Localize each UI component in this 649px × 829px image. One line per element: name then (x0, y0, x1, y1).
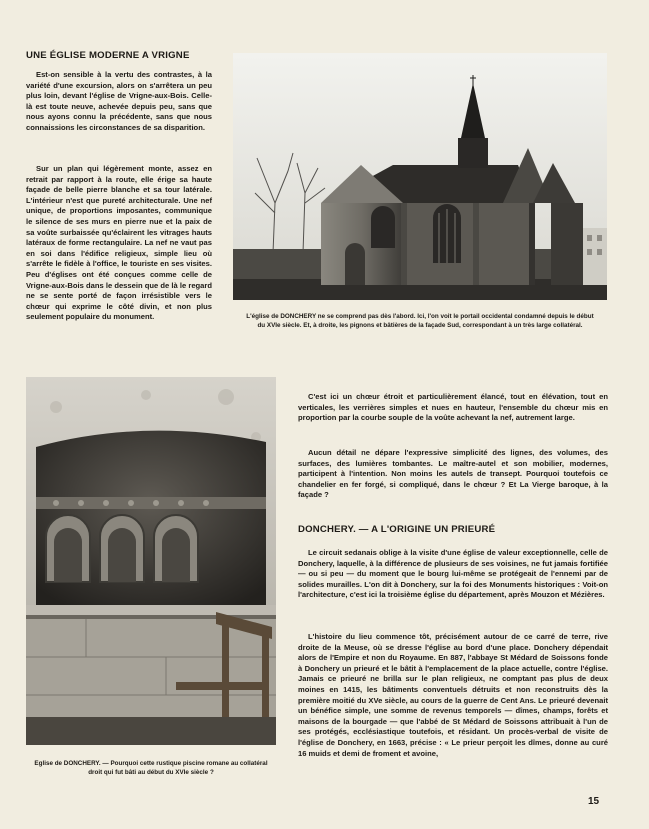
section-title-vrigne: UNE ÉGLISE MODERNE A VRIGNE (26, 50, 190, 61)
paragraph-donchery-1: Le circuit sedanais oblige à la visite d'une église de valeur exceptionnelle, celle de Donchery, laquelle, à la différence de plusieurs de ses voisines, ne fut jamais fortifiée — ou si peu — du moment que le bourg lui-même se protégeait de l'ennemi par de solides murailles. L'on dit à Donchery, sur la foi des Monuments historiques : Voit-on l'architecture, c'est ici la troisième église du département, après Mouzon et Mézières. (298, 548, 608, 600)
caption-photo-top: L'église de DONCHERY ne se comprend pas dès l'abord. Ici, l'on voit le portail occidental condamné depuis le début du XVIe siècle. Et, à droite, les pignons et bâtières de la façade Sud, correspondant à un très large collatéral. (246, 313, 594, 329)
section-title-donchery: DONCHERY. — A L'ORIGINE UN PRIEURÉ (298, 524, 496, 535)
page-number: 15 (588, 796, 600, 807)
paragraph-vrigne-2: Sur un plan qui légèrement monte, assez en retrait par rapport à la route, elle érige sa haute façade de belle pierre blanche et sa tour latérale. L'intérieur n'est que pureté architecturale. Une nef unique, de proportions imposantes, communique le silence de ses murs en pierre nue et la paix de sa voûte surbaissée qu'éclairent les vitrages hauts latéraux de forme rectangulaire. La nef ne vaut pas en soi dans l'édifice religieux, simple lieu où s'arrête le fidèle à l'office, le touriste en ses visites. Peu d'églises ont été conçues comme celle de Vrigne-aux-Bois dans le dessein que de là le regard ne se sente porté de façon irrésistible vers le chœur qui exprime le côté divin, et non plus seulement populaire du monument. (26, 164, 212, 322)
piscina-image (26, 377, 276, 745)
caption-photo-bottom: Eglise de DONCHERY. — Pourquoi cette rustique piscine romane au collatéral droit qui fut bâti au début du XVIe siècle ? (34, 760, 268, 776)
photo-romanesque-piscina (26, 377, 276, 745)
paragraph-vrigne-1: Est-on sensible à la vertu des contrastes, à la variété d'une excursion, alors on s'arrêtera un peu plus loin, devant l'église de Vrigne-aux-Bois. Celle-là est toute neuve, achevée depuis peu, sans que nous ayons connu la précédente, sans que nous connaissions les circonstances de sa disparition. (26, 70, 212, 132)
paragraph-choeur-2: Aucun détail ne dépare l'expressive simplicité des lignes, des volumes, des surfaces, des lumières tombantes. Le maître-autel et son mobilier, modernes, participent à l'intention. Non moins les autels de transept. Pourquoi toutefois ce chandelier en fer forgé, si compliqué, dans le chœur ? Et La Vierge baroque, à la façade ? (298, 448, 608, 500)
church-exterior-image (233, 53, 607, 300)
paragraph-donchery-2: L'histoire du lieu commence tôt, précisément autour de ce carré de terre, rive droite de la Meuse, où se dresse l'église au bord d'une place. Donchery dépendait alors de l'Empire et non du Royaume. En 887, l'abbaye St Médard de Soissons fonde à Donchery un prieuré et le bâtit à l'emplacement de la place actuelle, contre l'église. Jamais ce prieuré ne brilla sur le plan religieux, ne comptant pas plus de deux moines en 1415, les bâtiments conventuels détruits et non reconstruits dès la première moitié du XVe siècle, au cours de la guerre de Cent Ans. Le prieuré devenait un bénéfice simple, une somme de revenus temporels — dîmes, champs, forêts et maisons de la bourgade — que l'abbé de St Médard de Soissons attribuait à l'un de ses protégés, ecclésiastique toutefois, et résidant. Un procès-verbal de visite de l'église de Donchery, en 1663, précise : « Le prieur perçoit les dîmes, donne au curé 16 muids et demi de froment et avoine, (298, 632, 608, 758)
paragraph-choeur-1: C'est ici un chœur étroit et particulièrement élancé, tout en élévation, tout en verticales, les verrières simples et nues en hauteur, l'ensemble du chœur mis en proportion par la courbe souple de la voûte achevant la nef, autrement large. (298, 392, 608, 423)
photo-donchery-church-exterior (233, 53, 607, 300)
